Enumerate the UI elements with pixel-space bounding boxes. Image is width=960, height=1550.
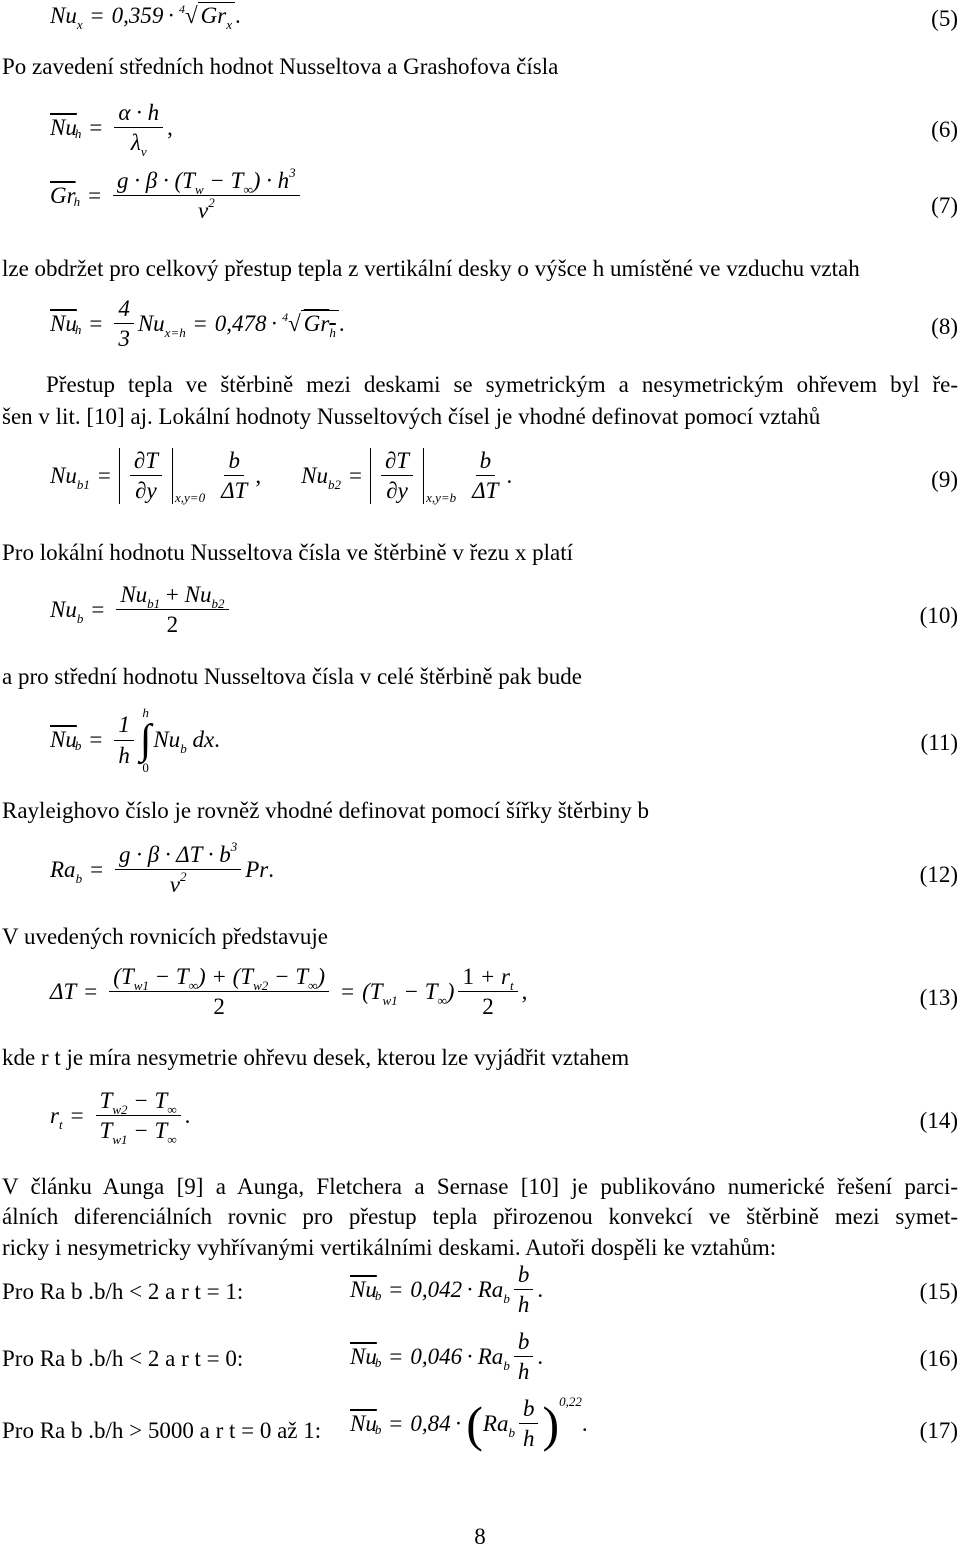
condition-16: Pro Ra b .b/h < 2 a r t = 0: bbox=[2, 1346, 244, 1371]
equation-number-13: (13) bbox=[919, 985, 958, 1010]
paragraph-8: kde r t je míra nesymetrie ohřevu desek, kterou lze vyjádřit vztahem bbox=[2, 1045, 630, 1070]
equation-8: $\overline{Nu}$ h = $\frac{4}{3}$ $Nu_{x=h}$ = 0,478 · 4 √ $Gr_h$ . bbox=[50, 296, 345, 352]
equation-9: $Nu_{b1}$ = $\frac{\partial T}{\partial y}$ x,y=0 $\frac{b}{\Delta T}$ , $Nu_{b2}$ = $\frac{\partial T}{\partial y}$ x,y=b $\frac{b}{\Delta T}$ . bbox=[50, 448, 513, 505]
paragraph-4: Pro lokální hodnotu Nusseltova čísla ve štěrbině v řezu x platí bbox=[2, 540, 574, 565]
equation-number-6: (6) bbox=[931, 117, 958, 142]
paragraph-5: a pro střední hodnotu Nusseltova čísla v celé štěrbině pak bude bbox=[2, 664, 582, 689]
paragraph-2: lze obdržet pro celkový přestup tepla z vertikální desky o výšce h umístěné ve vzduchu vztah bbox=[2, 256, 860, 281]
equation-11: $\overline{Nu}$ b = $\frac{1}{h}$ h ∫ 0 $Nu_b$ dx . bbox=[50, 705, 220, 775]
eq15-constant: 0,042 bbox=[410, 1276, 463, 1302]
equation-15: $\overline{Nu}$ b = 0,042 · $Ra_b$ $\frac{b}{h}$ . bbox=[350, 1262, 544, 1318]
equation-number-9: (9) bbox=[931, 467, 958, 492]
equation-7: $\overline{Gr}$ h = $\frac{g \cdot \beta \cdot (T_w - T_\infty) \cdot h^3}{\nu^2}$ bbox=[50, 168, 304, 224]
paragraph-9-line-3: ricky i nesymetricky vyhřívanými vertikálními deskami. Autoři dospěli ke vztahům: bbox=[2, 1235, 777, 1260]
eq17-exponent: 0,22 bbox=[559, 1393, 582, 1409]
equation-number-15: (15) bbox=[919, 1279, 958, 1304]
equation-5: $Nu_x$ = 0,359 · 4 √ $Gr_x$ . bbox=[50, 2, 241, 32]
paragraph-3-line-2: šen v lit. [10] aj. Lokální hodnoty Nusseltových čísel je vhodné definovat pomocí vztahů bbox=[2, 404, 821, 429]
paragraph-6: Rayleighovo číslo je rovněž vhodné definovat pomocí šířky štěrbiny b bbox=[2, 798, 650, 823]
paragraph-3-line-1: Přestup tepla ve štěrbině mezi deskami se symetrickým a nesymetrickým ohřevem byl ře- bbox=[46, 372, 958, 397]
equation-10: $Nu_b$ = $\frac{Nu_{b1} + Nu_{b2}}{2}$ bbox=[50, 582, 233, 638]
equation-number-11: (11) bbox=[920, 730, 958, 755]
eq5-constant: 0,359 bbox=[111, 2, 164, 28]
equation-number-10: (10) bbox=[919, 603, 958, 628]
equation-number-5: (5) bbox=[931, 6, 958, 31]
page-number: 8 bbox=[474, 1524, 486, 1549]
equation-number-16: (16) bbox=[919, 1346, 958, 1371]
equation-13: ΔT = $\frac{(T_{w1} - T_\infty) + (T_{w2} - T_\infty)}{2}$ = $(T_{w1} - T_\infty)$ $\frac{1 + r_t}{2}$ , bbox=[50, 964, 528, 1020]
paragraph-9-line-1: V článku Aunga [9] a Aunga, Fletchera a Sernase [10] je publikováno numerické řešení parci- bbox=[2, 1174, 958, 1199]
equation-14: $r_t$ = $\frac{T_{w2} - T_\infty}{T_{w1} - T_\infty}$ . bbox=[50, 1088, 191, 1148]
eq17-constant: 0,84 bbox=[410, 1410, 451, 1436]
paragraph-7: V uvedených rovnicích představuje bbox=[2, 924, 328, 949]
equation-number-17: (17) bbox=[919, 1418, 958, 1443]
equation-number-7: (7) bbox=[931, 193, 958, 218]
condition-17: Pro Ra b .b/h > 5000 a r t = 0 až 1: bbox=[2, 1418, 322, 1443]
equation-number-14: (14) bbox=[919, 1108, 958, 1133]
equation-12: $Ra_b$ = $\frac{g \cdot \beta \cdot \Delta T \cdot b^3}{\nu^2}$ Pr . bbox=[50, 839, 274, 898]
paragraph-1: Po zavedení středních hodnot Nusseltova a Grashofova čísla bbox=[2, 54, 559, 79]
eq8-constant: 0,478 bbox=[214, 310, 267, 336]
eq16-constant: 0,046 bbox=[410, 1343, 463, 1369]
equation-6: $\overline{Nu}$ h = $\frac{\alpha \cdot h}{\lambda_v}$ , bbox=[50, 100, 173, 160]
condition-15: Pro Ra b .b/h < 2 a r t = 1: bbox=[2, 1279, 244, 1304]
equation-17: $\overline{Nu}$ b = 0,84 · ( $Ra_b$ $\frac{b}{h}$ ) 0,22 . bbox=[350, 1393, 588, 1452]
equation-16: $\overline{Nu}$ b = 0,046 · $Ra_b$ $\frac{b}{h}$ . bbox=[350, 1329, 544, 1385]
paragraph-9-line-2: álních diferenciálních rovnic pro přestup tepla přirozenou konvekcí ve štěrbině mezi symet- bbox=[2, 1204, 958, 1229]
equation-number-12: (12) bbox=[919, 862, 958, 887]
equation-number-8: (8) bbox=[931, 314, 958, 339]
